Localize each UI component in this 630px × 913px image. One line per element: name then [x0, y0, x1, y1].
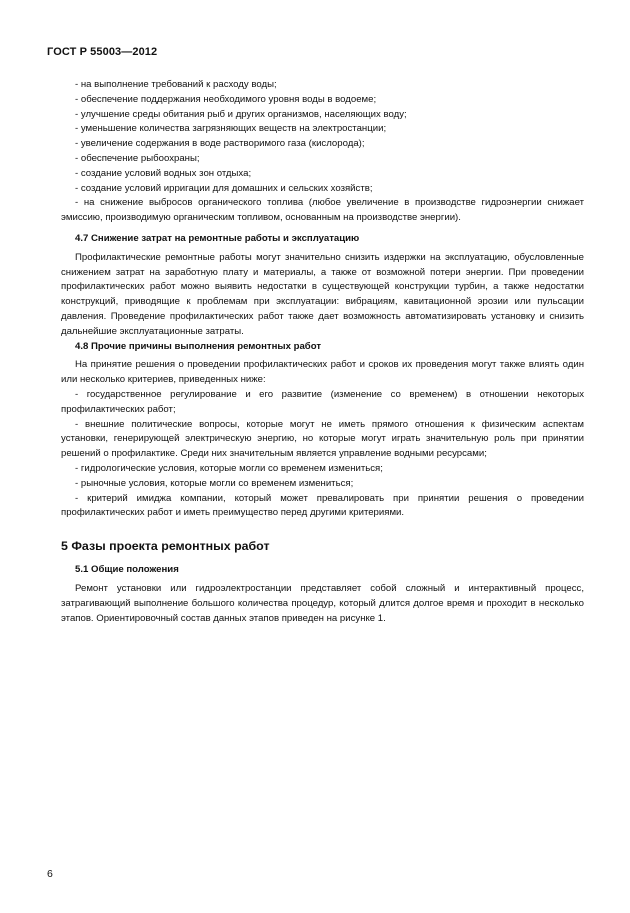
list-item: - уменьшение количества загрязняющих веществ на электростанции;	[75, 123, 387, 135]
list-item: - на снижение выбросов органического топлива (любое увеличение в производстве гидроэнергии снижает эмиссию, производимую органическим топливом, основанным на производстве энергии).	[61, 197, 584, 224]
list-item: - создание условий водных зон отдыха;	[75, 167, 252, 179]
section-5-heading: 5 Фазы проекта ремонтных работ	[61, 539, 270, 554]
main-content	[61, 78, 584, 626]
list-item: - государственное регулирование и его развитие (изменение со временем) в отношении некоторых профилактических работ;	[61, 388, 584, 415]
list-item: - рыночные условия, которые могли со временем измениться;	[75, 477, 354, 489]
section-4-7-heading: 4.7 Снижение затрат на ремонтные работы и эксплуатацию	[75, 232, 360, 244]
list-item: - обеспечение рыбоохраны;	[75, 152, 200, 164]
list-item: - улучшение среды обитания рыб и других организмов, населяющих воду;	[75, 108, 407, 120]
list-item: - увеличение содержания в воде растворимого газа (кислорода);	[75, 138, 365, 150]
list-top	[61, 78, 584, 226]
list-item: - критерий имиджа компании, который может превалировать при принятии решения о проведении профилактических работ и иметь преимущество перед другими критериями.	[61, 492, 584, 519]
list-item: - гидрологические условия, которые могли со временем измениться;	[75, 462, 383, 474]
section-4-8-heading: 4.8 Прочие причины выполнения ремонтных работ	[75, 340, 322, 352]
list-item: - обеспечение поддержания необходимого уровня воды в водоеме;	[75, 93, 377, 105]
list-item: - на выполнение требований к расходу воды;	[75, 79, 277, 90]
page-number: 6	[47, 868, 53, 880]
section-4-8-intro: На принятие решения о проведении профилактических работ и сроков их проведения могут также влиять один или несколько критериев, приведенных ниже:	[61, 359, 584, 386]
document-header: ГОСТ Р 55003—2012	[47, 46, 158, 58]
list-item: - внешние политические вопросы, которые могут не иметь прямого отношения к физическим аспектам установки, генерирующей электрическую энергию, но которые могут играть значительную роль при принятии решений о профилактике. Среди них значительным является управление водными ресурсами;	[61, 418, 584, 460]
section-4-7-text: Профилактические ремонтные работы могут значительно снизить издержки на эксплуатацию, обусловленные снижением затрат на заработную плату и материалы, а также от возможной потери энергии. При проведении профилактических работ можно выявить недостатки в существующей конструкции турбин, а также недостатки конструкций, приводящие к проблемам при эксплуатации: вибрациям, кавитационной эрозии или пульсации давления. Проведение профилактических работ также дает возможность автоматизировать установку и снизить дальнейшие эксплуатационные затраты.	[61, 251, 584, 337]
section-5-1-text: Ремонт установки или гидроэлектростанции представляет собой сложный и интерактивный процесс, затрагивающий выполнение большого количества процедур, который длится долгое время и проходит в несколько этапов. Ориентировочный состав данных этапов приведен на рисунке 1.	[61, 582, 584, 624]
list-item: - создание условий ирригации для домашних и сельских хозяйств;	[75, 182, 373, 194]
section-5-1-heading: 5.1 Общие положения	[75, 564, 179, 576]
